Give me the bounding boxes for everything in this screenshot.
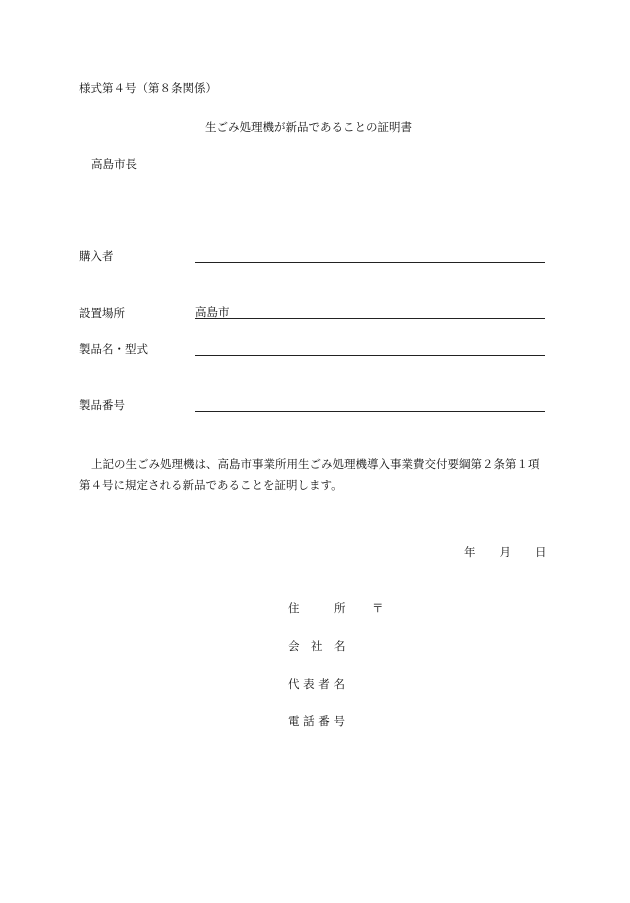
date-day: 日: [535, 545, 547, 559]
certification-statement: [79, 454, 549, 496]
certifier-address-label: 住 所: [288, 601, 346, 615]
certifier-company-label: 会 社 名: [288, 639, 346, 653]
serial-number-label: 製品番号: [79, 398, 125, 412]
addressee: 高島市長: [91, 157, 137, 171]
form-number: 様式第４号（第８条関係）: [79, 81, 217, 95]
date-row: [464, 545, 547, 559]
postal-mark: 〒: [372, 601, 384, 615]
date-year: 年: [464, 545, 476, 559]
certifier-phone-label: 電 話 番 号: [288, 714, 345, 728]
statement-line-1: 上記の生ごみ処理機は、高島市事業所用生ごみ処理機導入事業費交付要綱第２条第１項: [91, 457, 540, 471]
purchaser-field[interactable]: [195, 245, 545, 263]
product-model-label: 製品名・型式: [79, 342, 148, 356]
installation-location-value: 高島市: [195, 305, 230, 319]
statement-line-2: 第４号に規定される新品であることを証明します。: [79, 478, 343, 492]
certifier-representative-label: 代 表 者 名: [288, 677, 345, 691]
purchaser-label: 購入者: [79, 249, 114, 263]
document-title: 生ごみ処理機が新品であることの証明書: [205, 120, 412, 134]
product-model-field[interactable]: [195, 338, 545, 356]
installation-location-label: 設置場所: [79, 306, 125, 320]
serial-number-field[interactable]: [195, 394, 545, 412]
installation-location-field[interactable]: [195, 301, 545, 319]
date-month: 月: [499, 545, 511, 559]
